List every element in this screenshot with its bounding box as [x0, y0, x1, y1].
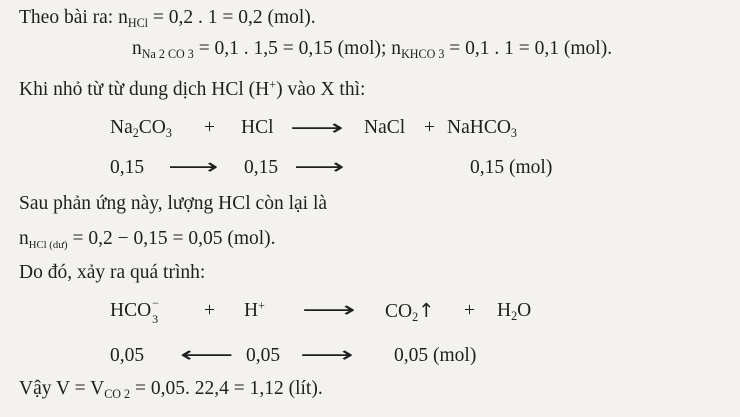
- mol-value: 0,05: [246, 345, 281, 366]
- text: Vậy V = V: [19, 378, 105, 399]
- given-hcl-line: [19, 7, 316, 31]
- subscript: 3: [152, 312, 159, 326]
- text: H: [244, 300, 259, 321]
- procedure-line: [19, 77, 366, 100]
- mol-value: 0,15: [244, 157, 279, 178]
- text: ) vào X thì:: [276, 79, 366, 100]
- text: O: [517, 300, 532, 321]
- charge-stack: [151, 296, 163, 326]
- subscript: HCl: [127, 16, 148, 31]
- process-intro-text: Do đó, xảy ra quá trình:: [19, 262, 206, 283]
- text: HCO: [110, 300, 152, 321]
- plus-sign: +: [464, 300, 475, 321]
- arrow-right: ⟶: [168, 155, 219, 180]
- text: H: [497, 300, 512, 321]
- text: n: [19, 228, 29, 249]
- text: = 0,2 . 1 = 0,2 (mol).: [147, 7, 316, 28]
- hcl-excess-line: [19, 229, 276, 249]
- mol-value: 0,05: [110, 345, 145, 366]
- subscript: 3: [510, 126, 517, 141]
- arrow-left: ⟵: [180, 343, 234, 368]
- superscript: +: [269, 77, 277, 92]
- reactant-na2co3: [110, 117, 172, 141]
- text: CO: [138, 117, 166, 138]
- reaction-arrow: ⟶: [302, 298, 356, 323]
- subscript-text: KHCO: [401, 47, 436, 62]
- product-nahco3: [447, 117, 517, 141]
- text: = 0,2 − 0,15 = 0,05 (mol).: [67, 228, 276, 249]
- gas-arrow-icon: ↑: [418, 299, 435, 322]
- text: NaHCO: [447, 117, 511, 138]
- mol-value: 0,15: [110, 157, 145, 178]
- arrow-right: ⟶: [294, 155, 345, 180]
- superscript: −: [152, 296, 159, 310]
- subscript: [142, 47, 194, 61]
- subscript-text: 3: [187, 47, 194, 62]
- plus-sign: +: [204, 117, 215, 138]
- subscript-text: 2: [124, 387, 131, 402]
- subscript: HCl (dư): [28, 238, 68, 251]
- reactant-h-plus: [244, 298, 265, 321]
- subscript: 2: [412, 310, 419, 325]
- text: n: [132, 38, 142, 59]
- conclusion-line: [19, 378, 323, 402]
- text: = 0,1 . 1 = 0,1 (mol).: [444, 38, 613, 59]
- text: Theo bài ra: n: [19, 7, 128, 28]
- text: Na: [110, 117, 133, 138]
- reactant-hco3: [110, 296, 163, 326]
- superscript: +: [258, 298, 265, 313]
- plus-sign: +: [204, 300, 215, 321]
- reactant-hcl: HCl: [241, 117, 274, 138]
- remaining-hcl-text: Sau phản ứng này, lượng HCl còn lại là: [19, 193, 328, 214]
- subscript-text: Na: [141, 47, 156, 62]
- text: = 0,05. 22,4 = 1,12 (lít).: [130, 378, 323, 399]
- text: CO: [385, 301, 413, 322]
- subscript-text: CO: [167, 47, 185, 62]
- product-h2o: [497, 300, 532, 324]
- arrow-right: ⟶: [300, 343, 354, 368]
- plus-sign: +: [424, 117, 435, 138]
- given-na2co3-khco3-line: [132, 38, 613, 62]
- text: Khi nhỏ từ từ dung dịch HCl (H: [19, 79, 270, 100]
- mol-value: 0,05 (mol): [394, 345, 477, 366]
- subscript: [104, 387, 130, 401]
- mol-value: 0,15 (mol): [470, 157, 553, 178]
- product-co2: [385, 299, 435, 325]
- subscript-text: 3: [438, 47, 445, 62]
- subscript: [401, 47, 444, 61]
- subscript: 2: [511, 309, 518, 324]
- subscript-text: 2: [158, 47, 165, 62]
- reaction-arrow: ⟶: [290, 116, 344, 141]
- subscript: 2: [132, 126, 139, 141]
- text: = 0,1 . 1,5 = 0,15 (mol); n: [193, 38, 402, 59]
- subscript: 3: [165, 126, 172, 141]
- product-nacl: NaCl: [364, 117, 406, 138]
- subscript-text: CO: [104, 387, 121, 402]
